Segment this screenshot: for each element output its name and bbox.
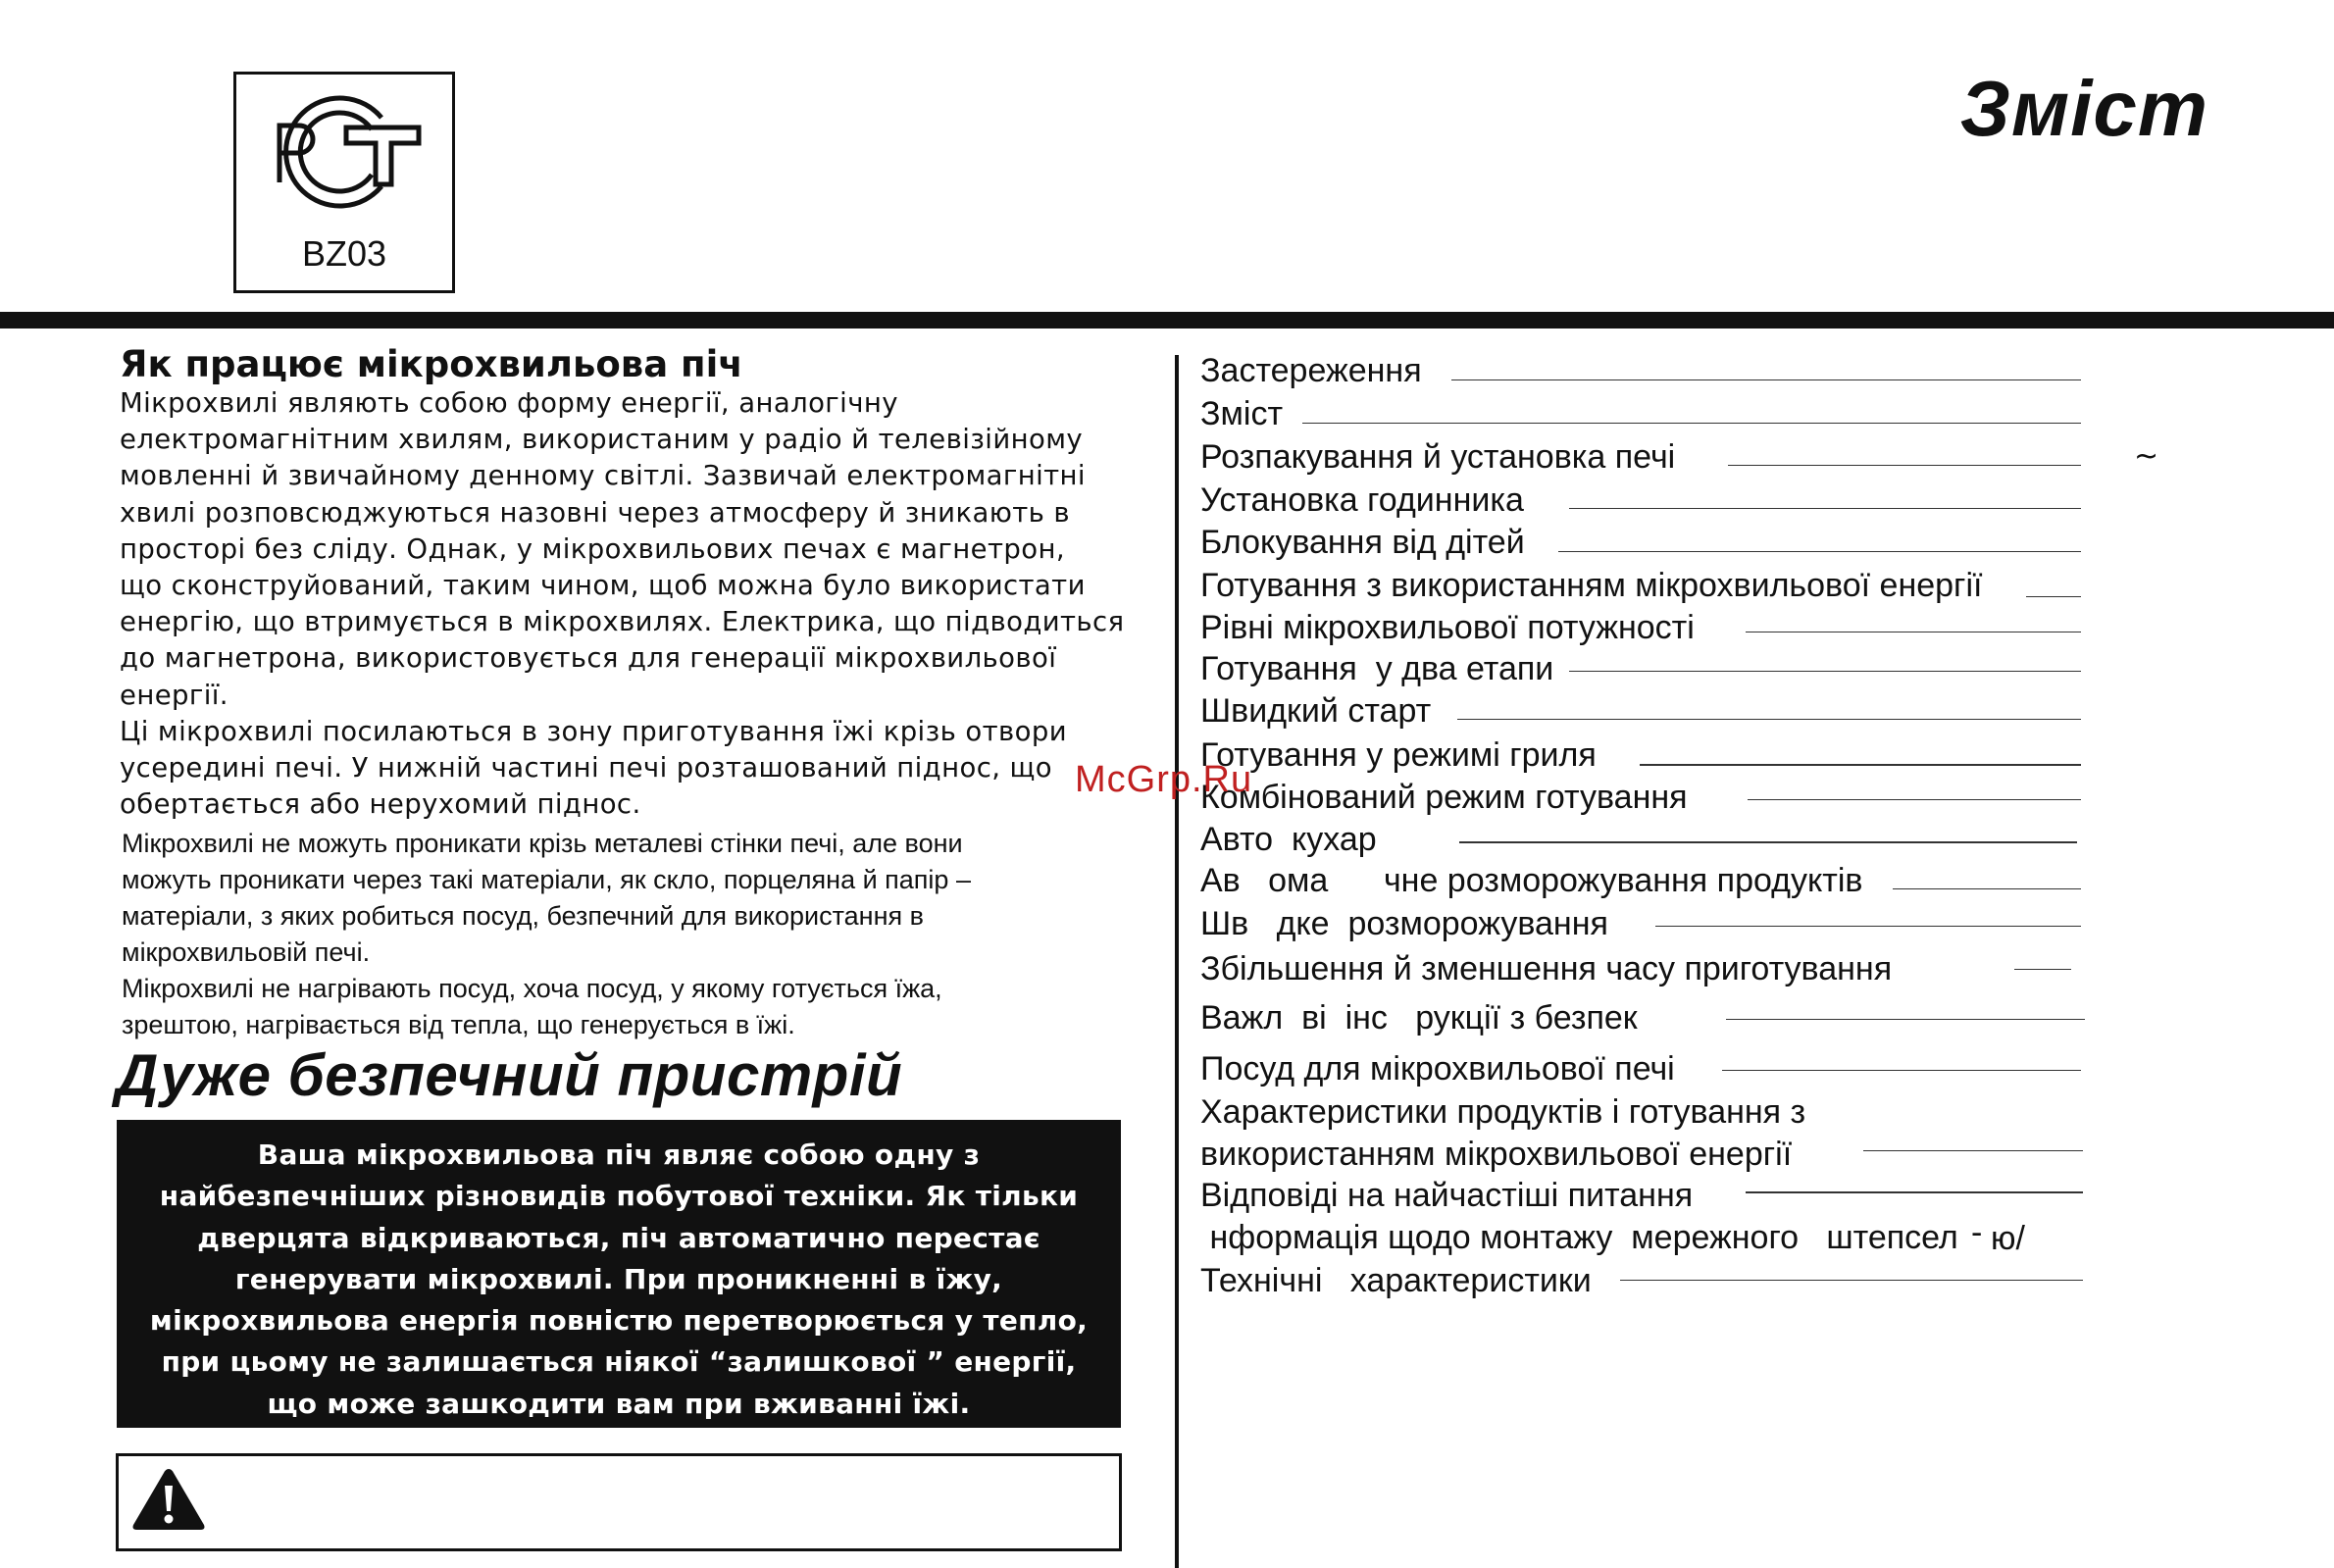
page-range-mark: ~ xyxy=(2134,439,2159,474)
text-line: мовленні й звичайному денному світлі. Зазвичай електромагнітні xyxy=(120,460,1086,492)
toc-item[interactable]: Рівні мікрохвильової потужності xyxy=(1200,609,1695,646)
toc-leader xyxy=(1569,508,2081,509)
safe-device-notice xyxy=(117,1120,1121,1428)
toc-item[interactable]: використанням мікрохвильової енергії xyxy=(1200,1136,1793,1173)
header-divider xyxy=(0,312,2334,329)
toc-leader xyxy=(2014,969,2071,970)
page-mark-dash: - xyxy=(1971,1214,1983,1251)
text-line: Мікрохвилі не можуть проникати крізь металеві стінки печі, але вони xyxy=(122,829,963,858)
toc-item[interactable]: Технічні характеристики xyxy=(1200,1262,1592,1299)
toc-item[interactable]: Важл ві інс рукції з безпек xyxy=(1200,999,1638,1037)
toc-item[interactable]: Швидкий старт xyxy=(1200,692,1432,730)
toc-leader xyxy=(1459,841,2077,843)
toc-leader xyxy=(1722,1070,2081,1071)
notice-line: що може зашкодити вам при вживанні їжі. xyxy=(267,1387,971,1420)
toc-leader xyxy=(1302,423,2081,424)
toc-item[interactable]: Зміст xyxy=(1200,395,1284,432)
safe-device-heading: Дуже безпечний пристрій xyxy=(116,1042,903,1108)
toc-leader xyxy=(1569,671,2081,672)
text-line: Мікрохвилі являють собою форму енергії, аналогічну xyxy=(120,387,898,419)
text-line: хвилі розповсюджуються назовні через атмосферу й зникають в xyxy=(120,496,1071,529)
text-line: усередині печі. У нижній частині печі розташований піднос, що xyxy=(120,752,1053,784)
text-line: електромагнітним хвилям, використаним у радіо й телевізійному xyxy=(120,424,1084,456)
microwave-materials-text xyxy=(122,826,1181,1043)
how-it-works-text xyxy=(120,385,1179,823)
toc-item[interactable]: Установка годинника xyxy=(1200,481,1524,519)
toc-item[interactable]: Ав ома чне розморожування продуктів xyxy=(1200,862,1863,899)
how-it-works-heading: Як працює мікрохвильова піч xyxy=(120,343,743,385)
warning-triangle-icon xyxy=(130,1466,207,1533)
notice-line: дверцята відкриваються, піч автоматично перестає xyxy=(197,1221,1040,1254)
watermark: McGrp.Ru xyxy=(1075,759,1253,800)
notice-line: найбезпечніших різновидів побутової техніки. Як тільки xyxy=(159,1180,1079,1213)
toc-item[interactable]: Авто кухар xyxy=(1200,821,1377,858)
text-line: мікрохвильовій печі. xyxy=(122,937,371,967)
toc-leader xyxy=(1457,719,2081,720)
toc-leader xyxy=(1746,1191,2083,1193)
toc-leader xyxy=(1893,888,2081,889)
warning-box xyxy=(116,1453,1122,1551)
toc-item[interactable]: Застереження xyxy=(1200,352,1422,389)
text-line: просторі без сліду. Однак, у мікрохвильових печах є магнетрон, xyxy=(120,532,1065,565)
notice-line: при цьому не залишається ніякої “залишкової ” енергії, xyxy=(161,1345,1077,1379)
text-line: енергії. xyxy=(120,679,228,711)
page-mark-tail: ю/ xyxy=(1991,1220,2025,1257)
text-line: Мікрохвилі не нагрівають посуд, хоча посуд, у якому готується їжа, xyxy=(122,974,942,1003)
toc-leader xyxy=(1620,1280,2083,1281)
toc-leader xyxy=(1451,379,2081,380)
toc-item[interactable]: Розпакування й установка печі xyxy=(1200,438,1676,476)
toc-item[interactable]: Посуд для мікрохвильової печі xyxy=(1200,1050,1675,1087)
pct-certification-logo-icon xyxy=(266,88,425,216)
toc-leader xyxy=(2026,596,2081,597)
certification-mark xyxy=(233,72,455,293)
toc-item[interactable]: нформація щодо монтажу мережного штепсел xyxy=(1200,1219,1958,1256)
toc-item[interactable]: Готування з використанням мікрохвильової енергії xyxy=(1200,567,1983,604)
notice-line: мікрохвильова енергія повністю перетворюється у тепло, xyxy=(149,1304,1089,1338)
toc-item[interactable]: Готування у режимі гриля xyxy=(1200,736,1597,774)
text-line: обертається або нерухомий піднос. xyxy=(120,788,641,821)
toc-leader xyxy=(1726,1019,2085,1020)
toc-leader xyxy=(1640,764,2081,766)
toc-item[interactable]: Збільшення й зменшення часу приготування xyxy=(1200,950,1893,987)
toc-item[interactable]: Готування у два етапи xyxy=(1200,650,1554,687)
certificate-code: BZ03 xyxy=(301,233,387,274)
toc-leader xyxy=(1558,551,2081,552)
toc-item[interactable]: Шв дке розморожування xyxy=(1200,905,1608,942)
toc-leader xyxy=(1748,799,2081,800)
text-line: Ці мікрохвилі посилаються в зону приготування їжі крізь отвори xyxy=(120,715,1067,747)
toc-leader xyxy=(1863,1150,2083,1151)
toc-leader xyxy=(1655,926,2081,927)
text-line: зрештою, нагрівається від тепла, що генерується в їжі. xyxy=(122,1010,795,1039)
page-title: Зміст xyxy=(1959,65,2208,152)
text-line: матеріали, з яких робиться посуд, безпечний для використання в xyxy=(122,901,924,931)
text-line: що сконструйований, таким чином, щоб можна було використати xyxy=(120,570,1086,602)
toc-leader xyxy=(1728,465,2081,466)
text-line: енергію, що втримується в мікрохвилях. Електрика, що підводиться xyxy=(120,606,1125,638)
notice-line: Ваша мікрохвильова піч являє собою одну з xyxy=(257,1138,981,1171)
toc-item[interactable]: Відповіді на найчастіші питання xyxy=(1200,1177,1694,1214)
toc-item[interactable]: Характеристики продуктів і готування з xyxy=(1200,1093,1806,1131)
text-line: можуть проникати через такі матеріали, як скло, порцеляна й папір – xyxy=(122,865,971,894)
toc-item[interactable]: Комбінований режим готування xyxy=(1200,779,1688,816)
toc-item[interactable]: Блокування від дітей xyxy=(1200,524,1525,561)
text-line: до магнетрона, використовується для генерації мікрохвильової xyxy=(120,642,1057,675)
notice-line: генерувати мікрохвилі. При проникненні в їжу, xyxy=(234,1262,1003,1295)
